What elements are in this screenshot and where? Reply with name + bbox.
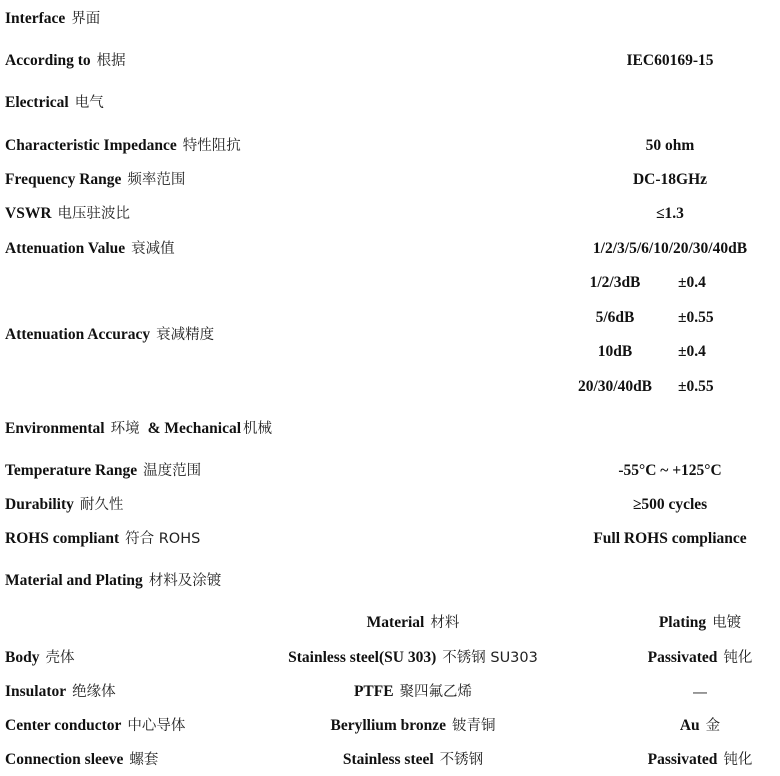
impedance-label: Characteristic Impedance <box>5 137 177 154</box>
environmental-label-cn: 环境 <box>110 421 140 437</box>
interface-row <box>0 7 780 31</box>
vswr-value: ≤1.3 <box>656 205 684 222</box>
electrical-row <box>0 91 780 115</box>
part-plating-dash: — <box>692 683 708 701</box>
part-label: Connection sleeve <box>5 751 124 768</box>
part-label: Center conductor <box>5 717 122 734</box>
mechanical-label-cn: 机械 <box>243 421 273 437</box>
part-row-body <box>0 646 780 670</box>
part-material <box>258 716 568 736</box>
rohs-label-wrap <box>5 529 200 549</box>
impedance-row <box>0 134 780 158</box>
impedance-value: 50 ohm <box>645 137 695 154</box>
accuracy-range: 5/6dB <box>595 309 635 326</box>
part-material-cn: 不锈钢 <box>439 752 484 768</box>
part-row-center-conductor <box>0 714 780 738</box>
part-material-cn: 聚四氟乙烯 <box>399 684 473 700</box>
according-label: According to <box>5 52 91 69</box>
frequency-row <box>0 168 780 192</box>
material-plating-label-cn: 材料及涂镀 <box>148 573 222 589</box>
frequency-label-cn: 频率范围 <box>127 172 186 188</box>
part-material-cn: 不锈钢 SU303 <box>442 650 538 666</box>
temperature-label: Temperature Range <box>5 462 138 479</box>
part-label-wrap <box>5 716 185 736</box>
material-header-label: Material <box>366 614 425 631</box>
part-label: Body <box>5 649 40 666</box>
according-row <box>0 49 780 73</box>
accuracy-item <box>560 271 780 295</box>
material-plating-heading <box>5 571 221 591</box>
part-label-wrap <box>5 750 158 770</box>
rohs-label: ROHS compliant <box>5 530 120 547</box>
frequency-label-wrap <box>5 170 185 190</box>
part-plating <box>625 750 775 770</box>
accuracy-range: 20/30/40dB <box>577 378 653 395</box>
part-label-cn: 螺套 <box>129 752 159 768</box>
material-header <box>258 613 568 633</box>
attenuation-value-value: 1/2/3/5/6/10/20/30/40dB <box>592 240 748 257</box>
part-material <box>258 648 568 668</box>
plating-header-label-cn: 电镀 <box>712 615 742 631</box>
temperature-value: -55°C ~ +125°C <box>618 462 722 479</box>
environmental-label: Environmental <box>5 420 105 437</box>
part-plating-cn: 钝化 <box>723 752 753 768</box>
attenuation-accuracy-label-wrap <box>5 325 214 345</box>
according-value: IEC60169-15 <box>626 52 714 69</box>
mechanical-label: & Mechanical <box>147 420 242 437</box>
electrical-label: Electrical <box>5 94 69 111</box>
part-material-en: PTFE <box>353 683 394 700</box>
material-plating-label: Material and Plating <box>5 572 143 589</box>
part-plating-en: Passivated <box>647 649 718 666</box>
attenuation-value-label-wrap <box>5 239 175 259</box>
part-label-cn: 壳体 <box>45 650 75 666</box>
material-header-label-cn: 材料 <box>430 615 460 631</box>
part-label-cn: 中心导体 <box>127 718 186 734</box>
durability-row <box>0 493 780 517</box>
part-plating <box>625 648 775 668</box>
vswr-label: VSWR <box>5 205 52 222</box>
part-plating-en: Passivated <box>647 751 718 768</box>
plating-header-label: Plating <box>658 614 707 631</box>
part-plating <box>625 716 775 736</box>
accuracy-range: 1/2/3dB <box>589 274 641 291</box>
part-label-wrap <box>5 682 116 702</box>
environmental-row <box>0 417 780 441</box>
attenuation-accuracy-label: Attenuation Accuracy <box>5 326 151 343</box>
according-label-wrap <box>5 51 126 71</box>
temperature-label-cn: 温度范围 <box>143 463 202 479</box>
part-label-wrap <box>5 648 74 668</box>
interface-heading <box>5 9 100 29</box>
accuracy-range: 10dB <box>597 343 633 360</box>
part-plating-cn: 金 <box>705 718 721 734</box>
part-material-en: Beryllium bronze <box>330 717 447 734</box>
part-plating-en: Au <box>679 717 700 734</box>
material-header-row <box>0 611 780 635</box>
temperature-row <box>0 459 780 483</box>
impedance-label-wrap <box>5 136 241 156</box>
accuracy-item <box>560 375 780 399</box>
durability-label-wrap <box>5 495 123 515</box>
rohs-label-cn: 符合 ROHS <box>125 531 201 547</box>
accuracy-item <box>560 340 780 364</box>
environmental-heading <box>5 419 272 439</box>
attenuation-value-label-cn: 衰减值 <box>131 241 175 257</box>
frequency-label: Frequency Range <box>5 171 122 188</box>
part-row-insulator <box>0 680 780 704</box>
plating-header <box>625 613 775 633</box>
accuracy-tolerance: ±0.4 <box>678 343 706 360</box>
attenuation-accuracy-label-cn: 衰减精度 <box>156 327 215 343</box>
part-material <box>258 750 568 770</box>
accuracy-tolerance: ±0.55 <box>678 378 714 395</box>
accuracy-tolerance: ±0.4 <box>678 274 706 291</box>
part-material-en: Stainless steel(SU 303) <box>288 649 437 666</box>
part-plating-cn: 钝化 <box>723 650 753 666</box>
vswr-label-cn: 电压驻波比 <box>57 206 131 222</box>
accuracy-item <box>560 306 780 330</box>
interface-label: Interface <box>5 10 66 27</box>
durability-label: Durability <box>5 496 74 513</box>
part-material-en: Stainless steel <box>342 751 434 768</box>
part-row-connection-sleeve <box>0 748 780 772</box>
electrical-heading <box>5 93 104 113</box>
rohs-value: Full ROHS compliance <box>593 530 747 547</box>
material-plating-row <box>0 569 780 593</box>
temperature-label-wrap <box>5 461 201 481</box>
part-label-cn: 绝缘体 <box>72 684 116 700</box>
according-label-cn: 根据 <box>96 53 126 69</box>
vswr-row <box>0 202 780 226</box>
attenuation-value-label: Attenuation Value <box>5 240 126 257</box>
interface-label-cn: 界面 <box>71 11 101 27</box>
rohs-row <box>0 527 780 551</box>
part-plating <box>625 682 775 703</box>
durability-label-cn: 耐久性 <box>79 497 124 513</box>
part-material <box>258 682 568 702</box>
durability-value: ≥500 cycles <box>632 496 708 513</box>
part-label: Insulator <box>5 683 67 700</box>
frequency-value: DC-18GHz <box>632 171 708 188</box>
attenuation-value-row <box>0 237 780 261</box>
accuracy-tolerance: ±0.55 <box>678 309 714 326</box>
part-material-cn: 铍青铜 <box>452 718 496 734</box>
impedance-label-cn: 特性阻抗 <box>182 138 241 154</box>
electrical-label-cn: 电气 <box>74 95 104 111</box>
vswr-label-wrap <box>5 204 130 224</box>
